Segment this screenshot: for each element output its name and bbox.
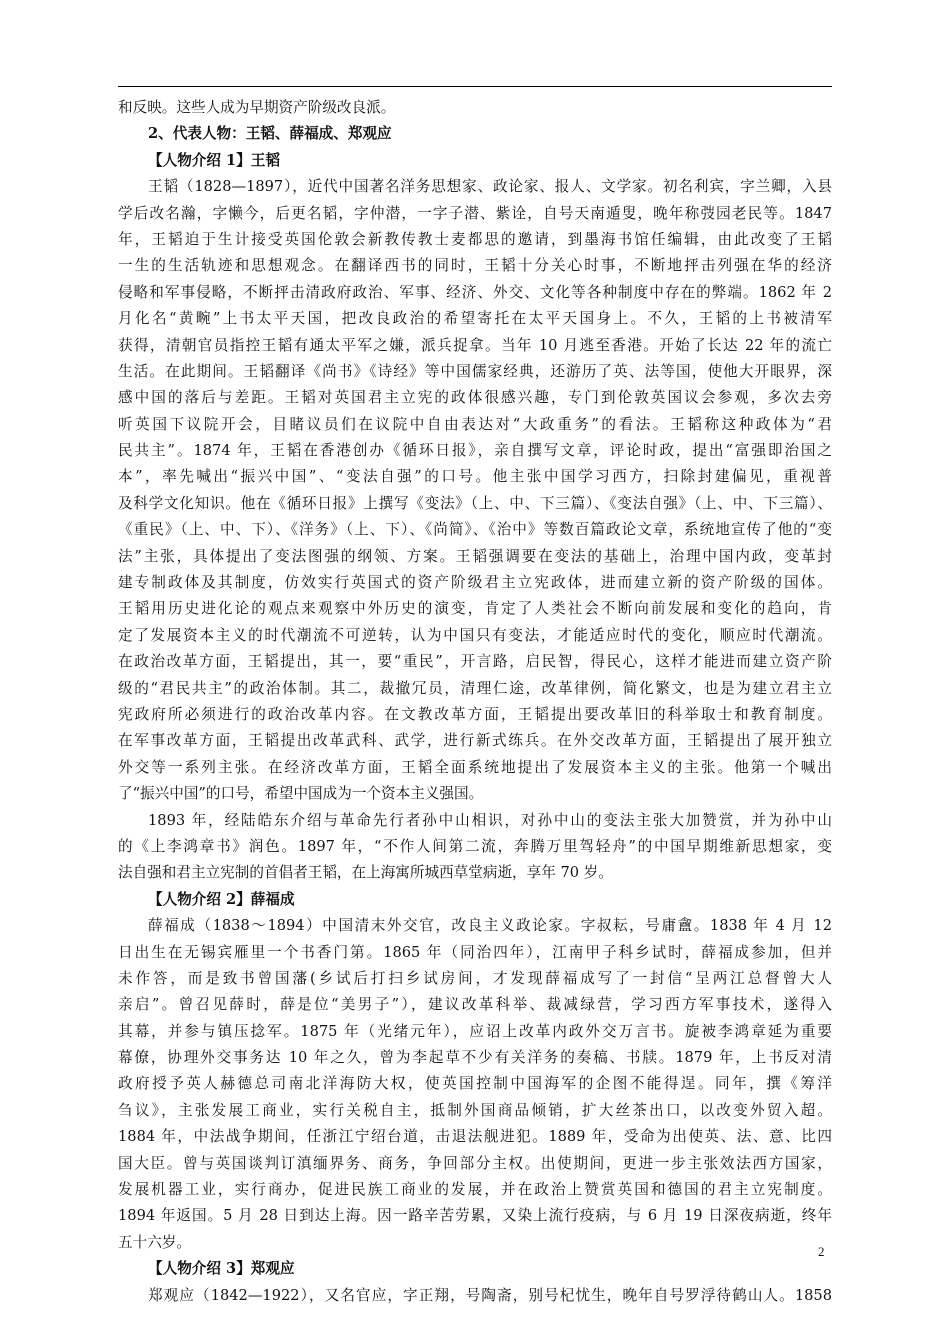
text-line: 侵略和军事侵略，不断抨击清政府政治、军事、经济、外交、文化等各种制度中存在的弊端。1862 年 2 <box>118 283 832 301</box>
text-line: 郑观应（1842—1922），又名官应，字正翔，号陶斋，别号杞忧生，晚年自号罗浮待鹤山人。1858 <box>148 1286 832 1304</box>
text-line: 在政治改革方面，王韬提出，其一，要“重民”，开言路，启民智，得民心，这样才能进而建立资产阶 <box>118 653 832 671</box>
text-line: 宪政府所必须进行的政治改革内容。在文教改革方面，王韬提出要改革旧的科举取士和教育制度。 <box>118 705 832 723</box>
text-line: 学后改名瀚，字懒今，后更名韬，字仲潜，一字子潜、紫诠，自号天南遁叟，晚年称弢园老民等。1847 <box>118 204 832 222</box>
text-line: 五十六岁。 <box>118 1233 191 1251</box>
text-line: 1894 年返国。5 月 28 日到达上海。因一路辛苦劳累，又染上流行疫病，与 6 月 19 日深夜病逝，终年 <box>118 1207 832 1225</box>
text-line: 刍议》，主张发展工商业，实行关税自主，抵制外国商品倾销，扩大丝茶出口，以改变外贸入超。 <box>118 1101 832 1119</box>
text-line: 本”，率先喊出“振兴中国”、“变法自强”的口号。他主张中国学习西方，扫除封建偏见，重视普 <box>118 468 832 486</box>
text-line: 王韬（1828—1897），近代中国著名洋务思想家、政论家、报人、文学家。初名利宾，字兰卿，入县 <box>148 178 832 196</box>
text-line: 日出生在无锡宾雁里一个书香门第。1865 年（同治四年），江南甲子科乡试时，薛福成参加，但并 <box>118 943 832 961</box>
text-line: 一生的生活轨迹和思想观念。在翻译西书的同时，王韬十分关心时事，不断地抨击列强在华的经济 <box>118 257 832 275</box>
text-line: 年，王韬迫于生计接受英国伦敦会新教传教士麦都思的邀请，到墨海书馆任编辑，由此改变了王韬 <box>118 230 832 248</box>
text-line: 了“振兴中国”的口号，希望中国成为一个资本主义强国。 <box>118 785 484 803</box>
text-line: 《重民》（上、中、下）、《洋务》（上、下）、《尚简》、《治中》等数百篇政论文章，系统地宣传了他的“变 <box>118 521 832 539</box>
text-line: 外交等一系列主张。在经济改革方面，王韬全面系统地提出了发展资本主义的主张。他第一个喊出 <box>118 758 832 776</box>
text-line: 法自强和君主立宪制的首倡者王韬，在上海寓所城西草堂病逝，享年 70 岁。 <box>118 864 613 882</box>
text-line: 建专制政体及其制度，仿效实行英国式的资产阶级君主立宪政体，进而建立新的资产阶级的国体。 <box>118 574 832 592</box>
text-line: 级的“君民共主”的政治体制。其二，裁撤冗员，清理仁途，改革律例，简化繁文，也是为建立君主立 <box>118 679 832 697</box>
text-line: 民共主”。1874 年，王韬在香港创办《循环日报》，亲自撰写文章，评论时政，提出“富强即治国之 <box>118 442 832 460</box>
text-line: 月化名“黄畹”上书太平天国，把改良政治的希望寄托在太平天国身上。不久，王韬的上书被清军 <box>118 310 832 328</box>
section-heading: 【人物介绍 3】郑观应 <box>148 1260 295 1278</box>
text-line: 未作答，而是致书曾国藩(乡试后打扫乡试房间，才发现薛福成写了一封信“呈两江总督曾大人 <box>118 969 832 987</box>
text-line: 亲启”。曾召见薛时，薛是位“美男子”），建议改革科举、裁减绿营，学习西方军事技术，遂得入 <box>118 996 832 1014</box>
text-line: 听英国下议院开会，目睹议员们在议院中自由表达对“大政重务”的看法。王韬称这种政体为“君 <box>118 415 832 433</box>
text-line: 法”主张，具体提出了变法图强的纲领、方案。王韬强调要在变法的基础上，治理中国内政，变革封 <box>118 547 832 565</box>
text-line: 和反映。这些人成为早期资产阶级改良派。 <box>118 99 396 116</box>
text-line: 幕僚，协理外交事务达 10 年之久，曾为李起草不少有关洋务的奏稿、书牍。1879 年，上书反对清 <box>118 1049 832 1067</box>
text-line: 1884 年，中法战争期间，任浙江宁绍台道，击退法舰进犯。1889 年，受命为出使英、法、意、比四 <box>118 1128 832 1146</box>
text-line: 其幕，并参与镇压捻军。1875 年（光绪元年），应诏上改革内政外交万言书。旋被李鸿章延为重要 <box>118 1022 832 1040</box>
text-line: 王韬用历史进化论的观点来观察中外历史的演变，肯定了人类社会不断向前发展和变化的趋向，肯 <box>118 600 832 618</box>
header-rule <box>118 86 832 87</box>
section-heading: 【人物介绍 1】王韬 <box>148 151 280 169</box>
text-line: 感中国的落后与差距。王韬对英国君主立宪的政体很感兴趣，专门到伦敦英国议会参观，多次去旁 <box>118 389 832 407</box>
text-line: 获得，清朝官员指控王韬有通太平军之嫌，派兵捉拿。当年 10 月逃至香港。开始了长达 22 年的流亡 <box>118 336 832 354</box>
text-line: 在军事改革方面，王韬提出改革武科、武学，进行新式练兵。在外交改革方面，王韬提出了展开独立 <box>118 732 832 750</box>
text-line: 发展机器工业，实行商办，促进民族工商业的发展，并在政治上赞赏英国和德国的君主立宪制度。 <box>118 1181 832 1199</box>
section-heading: 2、代表人物：王韬、薛福成、郑观应 <box>148 125 392 143</box>
text-line: 及科学文化知识。他在《循环日报》上撰写《变法》（上、中、下三篇）、《变法自强》（上、中、下三篇）、 <box>118 494 832 512</box>
page-number: 2 <box>818 1244 825 1259</box>
text-line: 1893 年，经陆皓东介绍与革命先行者孙中山相识，对孙中山的变法主张大加赞赏，并为孙中山 <box>148 811 832 829</box>
text-line: 生活。在此期间。王韬翻译《尚书》《诗经》等中国儒家经典，还游历了英、法等国，使他大开眼界，深 <box>118 362 832 380</box>
text-line: 定了发展资本主义的时代潮流不可逆转，认为中国只有变法，才能适应时代的变化，顺应时代潮流。 <box>118 626 832 644</box>
section-heading: 【人物介绍 2】薛福成 <box>148 890 295 908</box>
text-line: 国大臣。曾与英国谈判订滇缅界务、商务，争回部分主权。出使期间，更进一步主张效法西方国家， <box>118 1154 832 1172</box>
document-body <box>118 95 832 1309</box>
text-line: 政府授予英人赫德总司南北洋海防大权，使英国控制中国海军的企图不能得逞。同年，撰《筹洋 <box>118 1075 832 1093</box>
text-line: 薛福成（1838～1894）中国清末外交官，改良主义政论家。字叔耘，号庸盦。1838 年 4 月 12 <box>148 917 832 935</box>
text-line: 的《上李鸿章书》润色。1897 年，“不作人间第二流，奔腾万里驾轻舟”的中国早期维新思想家，变 <box>118 837 832 855</box>
